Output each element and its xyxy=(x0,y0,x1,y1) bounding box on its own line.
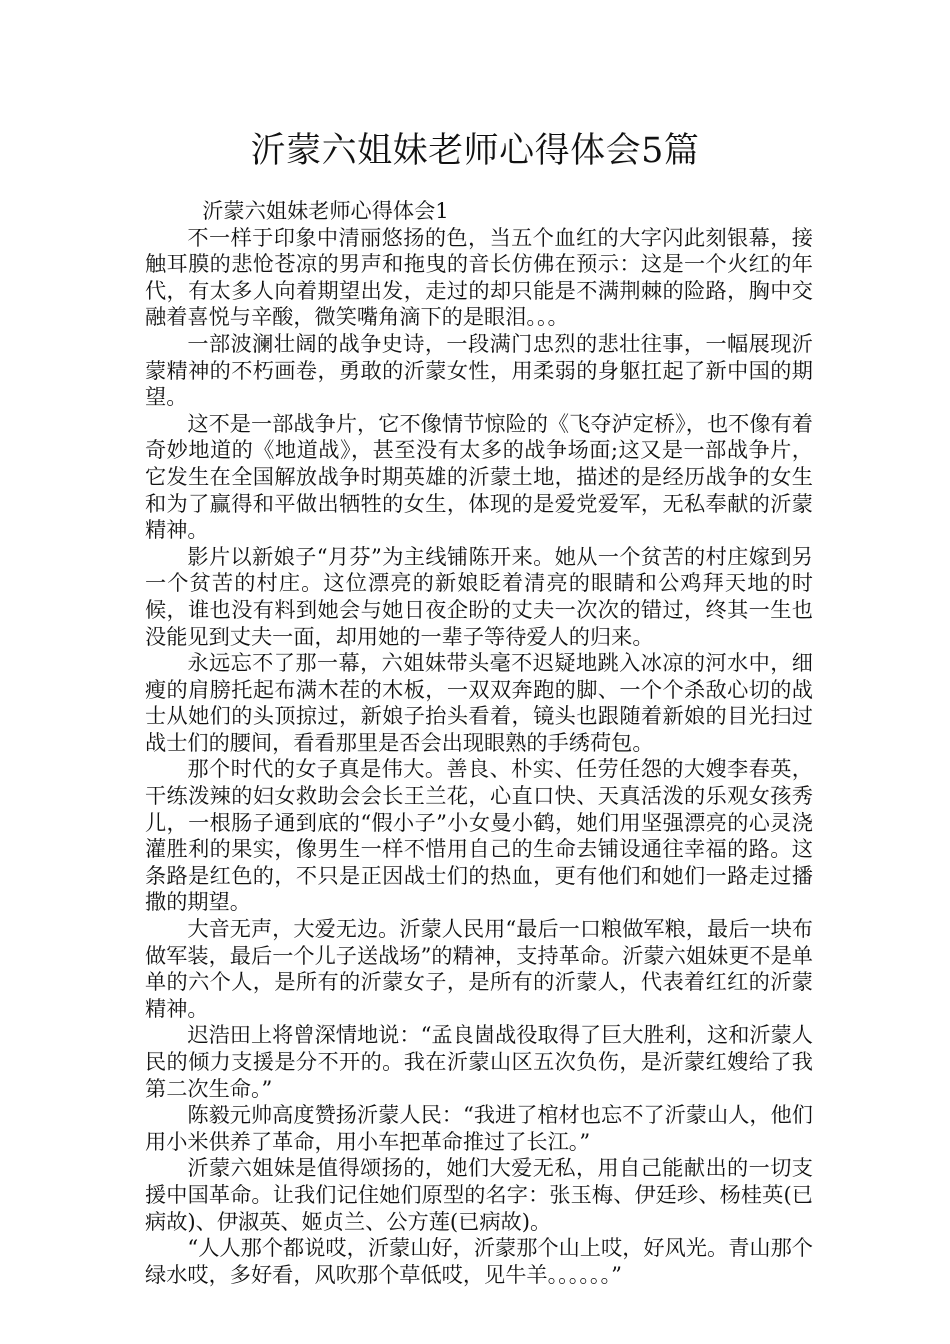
paragraph-3: 这不是一部战争片，它不像情节惊险的《飞夺泸定桥》，也不像有着奇妙地道的《地道战》，甚至没有太多的战争场面;这又是一部战争片，它发生在全国解放战争时期英雄的沂蒙土地，描述的是经历战争的女生和为了赢得和平做出牺牲的女生，体现的是爱党爱军，无私奉献的沂蒙精神。 xyxy=(145,410,813,543)
paragraph-9: 陈毅元帅高度赞扬沂蒙人民：“我进了棺材也忘不了沂蒙山人，他们用小米供养了革命，用小车把革命推过了长江。” xyxy=(145,1102,813,1154)
paragraph-11: “人人那个都说哎，沂蒙山好，沂蒙那个山上哎，好风光。青山那个绿水哎，多好看，风吹那个草低哎，见牛羊。。。。。。” xyxy=(145,1235,813,1287)
paragraph-5: 永远忘不了那一幕，六姐妹带头毫不迟疑地跳入冰凉的河水中，细瘦的肩膀托起布满木茬的木板，一双双奔跑的脚、一个个杀敌心切的战士从她们的头顶掠过，新娘子抬头看着，镜头也跟随着新娘的目光扫过战士们的腰间，看看那里是否会出现眼熟的手绣荷包。 xyxy=(145,650,813,755)
section-heading: 沂蒙六姐妹老师心得体会1 xyxy=(202,198,449,223)
paragraph-4: 影片以新娘子“月芬”为主线铺陈开来。她从一个贫苦的村庄嫁到另一个贫苦的村庄。这位漂亮的新娘眨着清亮的眼睛和公鸡拜天地的时候，谁也没有料到她会与她日夜企盼的丈夫一次次的错过，终其一生也没能见到丈夫一面，却用她的一辈子等待爱人的归来。 xyxy=(145,543,813,649)
document-body xyxy=(145,198,813,1288)
paragraph-7: 大音无声，大爱无边。沂蒙人民用“最后一口粮做军粮，最后一块布做军装，最后一个儿子送战场”的精神，支持革命。沂蒙六姐妹更不是单单的六个人，是所有的沂蒙女子，是所有的沂蒙人，代表着红红的沂蒙精神。 xyxy=(145,916,813,1021)
paragraph-6: 那个时代的女子真是伟大。善良、朴实、任劳任怨的大嫂李春英，干练泼辣的妇女救助会会长王兰花，心直口快、天真活泼的乐观女孩秀儿，一根肠子通到底的“假小子”小女曼小鹤，她们用坚强漂亮的心灵浇灌胜利的果实，像男生一样不惜用自己的生命去铺设通往幸福的路。这条路是红色的，不只是正因战士们的热血，更有他们和她们一路走过播撒的期望。 xyxy=(145,756,813,915)
paragraph-8: 迟浩田上将曾深情地说：“孟良崮战役取得了巨大胜利，这和沂蒙人民的倾力支援是分不开的。我在沂蒙山区五次负伤，是沂蒙红嫂给了我第二次生命。” xyxy=(145,1022,813,1101)
document-title: 沂蒙六姐妹老师心得体会5篇 xyxy=(250,131,700,171)
paragraph-10: 沂蒙六姐妹是值得颂扬的，她们大爱无私，用自己能献出的一切支援中国革命。让我们记住她们原型的名字：张玉梅、伊廷珍、杨桂英(已病故)、伊淑英、姬贞兰、公方莲(已病故)。 xyxy=(145,1155,813,1234)
paragraph-1: 不一样于印象中清丽悠扬的色，当五个血红的大字闪此刻银幕，接触耳膜的悲怆苍凉的男声和拖曳的音长仿佛在预示：这是一个火红的年代，有太多人向着期望出发，走过的却只能是不满荆棘的险路，胸中交融着喜悦与辛酸，微笑嘴角滴下的是眼泪。。。 xyxy=(145,224,813,330)
paragraph-2: 一部波澜壮阔的战争史诗，一段满门忠烈的悲壮往事，一幅展现沂蒙精神的不朽画卷，勇敢的沂蒙女性，用柔弱的身躯扛起了新中国的期望。 xyxy=(145,330,813,410)
